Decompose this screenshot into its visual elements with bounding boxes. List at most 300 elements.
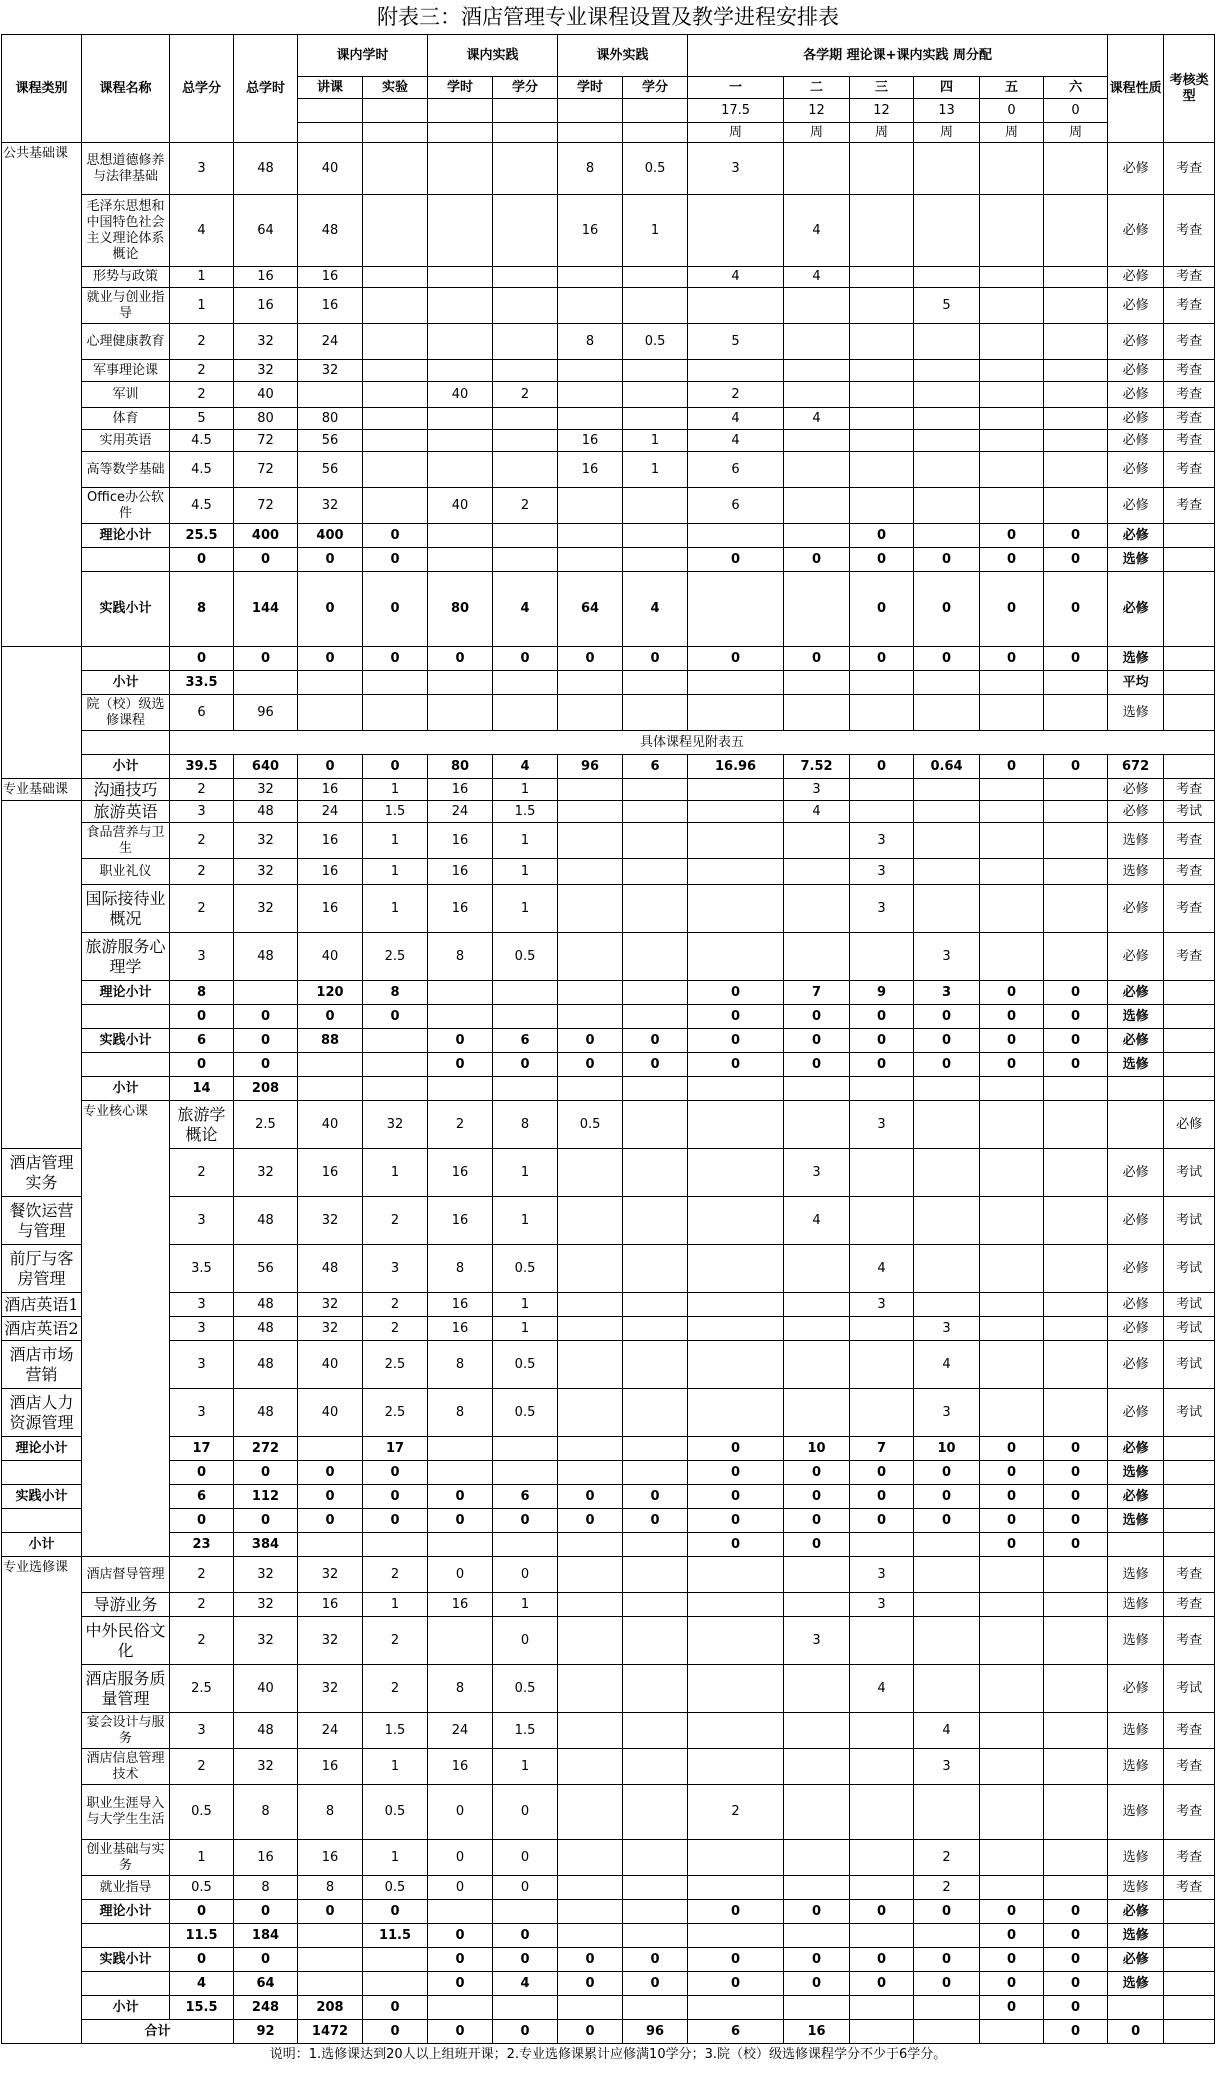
course-name: 理论小计 — [82, 1900, 170, 1924]
course-name: 理论小计 — [82, 981, 170, 1005]
cell: 32 — [298, 1665, 363, 1713]
cell — [363, 1053, 428, 1077]
cell: 8 — [234, 1876, 298, 1900]
cell — [363, 382, 428, 408]
cell: 2 — [170, 859, 234, 885]
cell — [1164, 1461, 1215, 1485]
cell: 0 — [493, 1557, 558, 1593]
course-name: 旅游英语 — [82, 801, 170, 823]
cell — [558, 1149, 623, 1197]
cell: 144 — [234, 572, 298, 647]
cell: 选修 — [1108, 1509, 1164, 1533]
cell: 0 — [980, 755, 1044, 779]
cell: 32 — [298, 488, 363, 524]
cell: 2 — [363, 1665, 428, 1713]
cell: 0 — [850, 1948, 914, 1972]
cell — [914, 1149, 980, 1197]
cell: 0 — [914, 1461, 980, 1485]
cell — [784, 1876, 850, 1900]
cell — [850, 1840, 914, 1876]
course-name — [82, 1053, 170, 1077]
cell: 0.5 — [170, 1785, 234, 1840]
cell — [1164, 548, 1215, 572]
cell: 272 — [234, 1437, 298, 1461]
cell: 1472 — [298, 2020, 363, 2044]
cell — [558, 1341, 623, 1389]
cell — [850, 1749, 914, 1785]
cell — [914, 430, 980, 452]
cell: 0 — [688, 647, 784, 671]
cell: 0 — [850, 524, 914, 548]
cell: 0 — [1044, 1533, 1108, 1557]
table-row — [2, 1197, 1215, 1245]
cell — [914, 488, 980, 524]
header-category: 课程类别 — [2, 35, 82, 143]
cell — [428, 1437, 493, 1461]
table-row — [2, 1972, 1215, 1996]
cell: 96 — [623, 2020, 688, 2044]
week-unit-1: 周 — [688, 123, 784, 143]
cell: 32 — [298, 1557, 363, 1593]
course-name: 创业基础与实务 — [82, 1840, 170, 1876]
cell — [688, 288, 784, 324]
header-credits: 总学分 — [170, 35, 234, 143]
cell — [688, 524, 784, 548]
course-name: 形势与政策 — [82, 267, 170, 288]
cell: 72 — [234, 452, 298, 488]
cell: 7 — [784, 981, 850, 1005]
cell — [980, 933, 1044, 981]
cell: 考试 — [1164, 1341, 1215, 1389]
cell — [558, 1461, 623, 1485]
cell: 0 — [234, 1053, 298, 1077]
cell: 0 — [428, 1485, 493, 1509]
cell — [363, 671, 428, 695]
cell — [914, 859, 980, 885]
cell — [850, 1617, 914, 1665]
table-row — [2, 1029, 1215, 1053]
cell: 考查 — [1164, 408, 1215, 430]
cell — [784, 1557, 850, 1593]
cell — [980, 288, 1044, 324]
cell — [850, 1533, 914, 1557]
cell — [558, 1197, 623, 1245]
cell: 必修 — [1108, 1029, 1164, 1053]
cell: 考查 — [1164, 1840, 1215, 1876]
cell: 0 — [980, 981, 1044, 1005]
cell — [850, 1876, 914, 1900]
cell — [980, 1557, 1044, 1593]
cell: 80 — [428, 755, 493, 779]
cell: 0 — [850, 647, 914, 671]
cell — [850, 1149, 914, 1197]
cell — [623, 288, 688, 324]
table-row — [2, 731, 1215, 755]
cell: 0 — [298, 647, 363, 671]
cell — [298, 1077, 363, 1101]
cell — [1164, 1972, 1215, 1996]
cell: 2 — [493, 488, 558, 524]
cell: 考试 — [1164, 1389, 1215, 1437]
cell — [558, 1785, 623, 1840]
cell: 3 — [914, 1749, 980, 1785]
cell — [623, 1437, 688, 1461]
cell — [558, 1533, 623, 1557]
cell: 16 — [428, 823, 493, 859]
table-row — [2, 1437, 1215, 1461]
course-name — [82, 1924, 170, 1948]
header-hours: 总学时 — [234, 35, 298, 143]
cell: 16 — [234, 267, 298, 288]
cell — [980, 1665, 1044, 1713]
cell: 必修 — [1108, 195, 1164, 267]
cell — [850, 324, 914, 360]
cell — [784, 143, 850, 195]
weeks-semester-2: 12 — [784, 99, 850, 123]
cell — [784, 1665, 850, 1713]
cell: 24 — [428, 1713, 493, 1749]
merged-note: 具体课程见附表五 — [170, 731, 1215, 755]
cell — [558, 823, 623, 859]
course-name — [82, 647, 170, 671]
cell — [1044, 885, 1108, 933]
cell: 0 — [980, 1053, 1044, 1077]
cell — [688, 1293, 784, 1317]
cell — [850, 488, 914, 524]
cell — [784, 1840, 850, 1876]
cell: 0 — [850, 1900, 914, 1924]
cell: 2.5 — [170, 1665, 234, 1713]
cell: 16 — [428, 885, 493, 933]
cell: 考查 — [1164, 267, 1215, 288]
cell — [428, 695, 493, 731]
cell — [914, 1101, 980, 1149]
cell: 3 — [850, 1293, 914, 1317]
cell: 248 — [234, 1996, 298, 2020]
cell — [850, 1317, 914, 1341]
cell: 0 — [493, 1924, 558, 1948]
cell: 0 — [914, 1948, 980, 1972]
cell: 2 — [428, 1101, 493, 1149]
cell: 48 — [234, 1293, 298, 1317]
cell: 2.5 — [234, 1101, 298, 1149]
cell — [1164, 1005, 1215, 1029]
cell: 2 — [170, 1557, 234, 1593]
cell: 必修 — [1108, 408, 1164, 430]
cell — [1044, 1617, 1108, 1665]
cell: 0 — [980, 524, 1044, 548]
cell: 0 — [850, 1005, 914, 1029]
cell: 考查 — [1164, 430, 1215, 452]
cell — [980, 382, 1044, 408]
cell: 3 — [170, 143, 234, 195]
cell — [980, 1840, 1044, 1876]
cell — [623, 1101, 688, 1149]
cell — [784, 382, 850, 408]
cell: 0 — [688, 1005, 784, 1029]
cell — [850, 1341, 914, 1389]
cell — [493, 267, 558, 288]
cell: 0 — [688, 1948, 784, 1972]
cell — [914, 1593, 980, 1617]
header-row — [2, 35, 1215, 77]
cell — [1044, 801, 1108, 823]
cell: 0 — [493, 1876, 558, 1900]
cell: 80 — [428, 572, 493, 647]
cell: 184 — [234, 1924, 298, 1948]
cell: 0.5 — [170, 1876, 234, 1900]
cell: 16.96 — [688, 755, 784, 779]
cell: 16 — [428, 1149, 493, 1197]
cell — [914, 524, 980, 548]
cell: 0 — [558, 2020, 623, 2044]
cell — [493, 360, 558, 382]
cell: 4 — [688, 267, 784, 288]
cell: 0 — [688, 548, 784, 572]
course-name: 餐饮运营与管理 — [2, 1197, 82, 1245]
cell: 2 — [363, 1197, 428, 1245]
cell: 0 — [784, 548, 850, 572]
cell — [1164, 1900, 1215, 1924]
cell — [623, 1557, 688, 1593]
cell: 208 — [298, 1996, 363, 2020]
cell: 0 — [688, 1533, 784, 1557]
cell: 0 — [914, 1053, 980, 1077]
cell: 1 — [170, 288, 234, 324]
cell — [558, 524, 623, 548]
cell: 5 — [914, 288, 980, 324]
cell: 400 — [298, 524, 363, 548]
cell — [1044, 1317, 1108, 1341]
cell: 必修 — [1108, 288, 1164, 324]
cell: 0 — [363, 647, 428, 671]
cell: 16 — [298, 267, 363, 288]
cell: 0 — [558, 647, 623, 671]
cell: 3 — [688, 143, 784, 195]
cell: 考查 — [1164, 452, 1215, 488]
cell: 3 — [914, 933, 980, 981]
cell — [980, 143, 1044, 195]
cell — [688, 1924, 784, 1948]
cell: 0 — [784, 1053, 850, 1077]
cell: 400 — [234, 524, 298, 548]
cell — [980, 859, 1044, 885]
cell — [850, 1077, 914, 1101]
cell: 考查 — [1164, 382, 1215, 408]
cell: 40 — [298, 1389, 363, 1437]
cell — [428, 324, 493, 360]
cell: 48 — [234, 1341, 298, 1389]
course-name: 职业礼仪 — [82, 859, 170, 885]
cell — [980, 695, 1044, 731]
cell: 32 — [298, 360, 363, 382]
week-unit-4: 周 — [914, 123, 980, 143]
cell: 0 — [1044, 1948, 1108, 1972]
cell — [558, 1924, 623, 1948]
table-row — [2, 1785, 1215, 1840]
cell — [1044, 408, 1108, 430]
cell — [623, 823, 688, 859]
cell: 4 — [914, 1341, 980, 1389]
cell: 1.5 — [493, 1713, 558, 1749]
cell — [850, 452, 914, 488]
header-out-practice-credits: 学分 — [623, 77, 688, 99]
course-name: 就业与创业指导 — [82, 288, 170, 324]
cell: 0.5 — [493, 933, 558, 981]
cell — [784, 671, 850, 695]
cell — [1044, 143, 1108, 195]
cell: 88 — [298, 1029, 363, 1053]
cell: 考查 — [1164, 324, 1215, 360]
cell — [850, 671, 914, 695]
cell — [914, 779, 980, 801]
cell: 17 — [170, 1437, 234, 1461]
cell: 9 — [850, 981, 914, 1005]
cell — [1164, 1053, 1215, 1077]
cell: 0 — [623, 1948, 688, 1972]
cell — [914, 695, 980, 731]
cell: 4.5 — [170, 430, 234, 452]
cell: 0 — [914, 1485, 980, 1509]
cell: 考查 — [1164, 885, 1215, 933]
cell: 0 — [1108, 2020, 1164, 2044]
cell: 2 — [688, 382, 784, 408]
cell — [493, 452, 558, 488]
course-name: 体育 — [82, 408, 170, 430]
cell — [1044, 382, 1108, 408]
table-row — [2, 933, 1215, 981]
cell — [980, 1617, 1044, 1665]
cell — [1164, 647, 1215, 671]
cell: 0.5 — [623, 143, 688, 195]
course-name: 旅游学概论 — [170, 1101, 234, 1149]
course-name: 酒店督导管理 — [82, 1557, 170, 1593]
cell — [428, 195, 493, 267]
cell — [558, 933, 623, 981]
cell: 0 — [688, 1509, 784, 1533]
cell — [428, 1900, 493, 1924]
cell: 0 — [493, 1053, 558, 1077]
cell: 1 — [363, 885, 428, 933]
cell: 0 — [363, 2020, 428, 2044]
cell — [784, 885, 850, 933]
cell — [850, 1924, 914, 1948]
cell — [784, 695, 850, 731]
cell: 3.5 — [170, 1245, 234, 1293]
cell: 0 — [170, 1509, 234, 1533]
table-row — [2, 1840, 1215, 1876]
cell: 4.5 — [170, 452, 234, 488]
table-row — [2, 452, 1215, 488]
total-label: 合计 — [82, 2020, 234, 2044]
course-name: 食品营养与卫生 — [82, 823, 170, 859]
cell: 39.5 — [170, 755, 234, 779]
cell: 2 — [170, 1617, 234, 1665]
cell: 4.5 — [170, 488, 234, 524]
cell: 1 — [170, 267, 234, 288]
cell: 32 — [298, 1617, 363, 1665]
cell: 56 — [298, 430, 363, 452]
cell: 23 — [170, 1533, 234, 1557]
cell: 16 — [234, 1840, 298, 1876]
cell: 32 — [298, 1317, 363, 1341]
cell — [298, 1972, 363, 1996]
course-name: 职业生涯导入与大学生生活 — [82, 1785, 170, 1840]
cell — [558, 1900, 623, 1924]
cell: 8 — [428, 1389, 493, 1437]
cell: 2.5 — [363, 933, 428, 981]
cell: 6 — [170, 695, 234, 731]
cell — [980, 1341, 1044, 1389]
cell: 96 — [558, 755, 623, 779]
cell: 必修 — [1108, 1665, 1164, 1713]
cell: 8 — [298, 1785, 363, 1840]
cell: 必修 — [1108, 885, 1164, 933]
cell — [623, 488, 688, 524]
cell — [1164, 1996, 1215, 2020]
cell: 选修 — [1108, 1713, 1164, 1749]
cell: 4 — [493, 572, 558, 647]
cell — [298, 695, 363, 731]
cell: 14 — [170, 1077, 234, 1101]
table-row — [2, 1557, 1215, 1593]
table-row — [2, 801, 1215, 823]
cell — [914, 452, 980, 488]
cell: 2 — [688, 1785, 784, 1840]
cell: 1 — [493, 885, 558, 933]
cell — [784, 324, 850, 360]
cell: 16 — [558, 195, 623, 267]
cell: 48 — [234, 1389, 298, 1437]
cell: 40 — [298, 1341, 363, 1389]
cell: 1 — [493, 1293, 558, 1317]
cell — [428, 524, 493, 548]
course-name: 实践小计 — [82, 1029, 170, 1053]
cell: 必修 — [1108, 452, 1164, 488]
cell — [493, 1461, 558, 1485]
cell: 2.5 — [363, 1341, 428, 1389]
cell — [623, 1617, 688, 1665]
course-name: 沟通技巧 — [82, 779, 170, 801]
cell: 3 — [850, 859, 914, 885]
cell: 0 — [234, 548, 298, 572]
cell: 0 — [1044, 647, 1108, 671]
cell: 0 — [980, 548, 1044, 572]
cell — [1044, 1713, 1108, 1749]
cell: 0 — [623, 1485, 688, 1509]
cell — [980, 1149, 1044, 1197]
cell — [1164, 1509, 1215, 1533]
cell: 选修 — [1108, 1617, 1164, 1665]
cell — [1044, 1785, 1108, 1840]
cell: 0 — [914, 647, 980, 671]
cell: 选修 — [1108, 1972, 1164, 1996]
cell: 16 — [784, 2020, 850, 2044]
cell: 3 — [170, 933, 234, 981]
cell — [784, 360, 850, 382]
cell: 0 — [850, 1509, 914, 1533]
course-name: 心理健康教育 — [82, 324, 170, 360]
table-row — [2, 430, 1215, 452]
table-row — [2, 823, 1215, 859]
cell: 考查 — [1164, 1785, 1215, 1840]
cell — [623, 1900, 688, 1924]
cell: 32 — [363, 1101, 428, 1149]
cell: 16 — [298, 1149, 363, 1197]
course-name: 军训 — [82, 382, 170, 408]
cell — [363, 1077, 428, 1101]
cell: 0 — [234, 1900, 298, 1924]
